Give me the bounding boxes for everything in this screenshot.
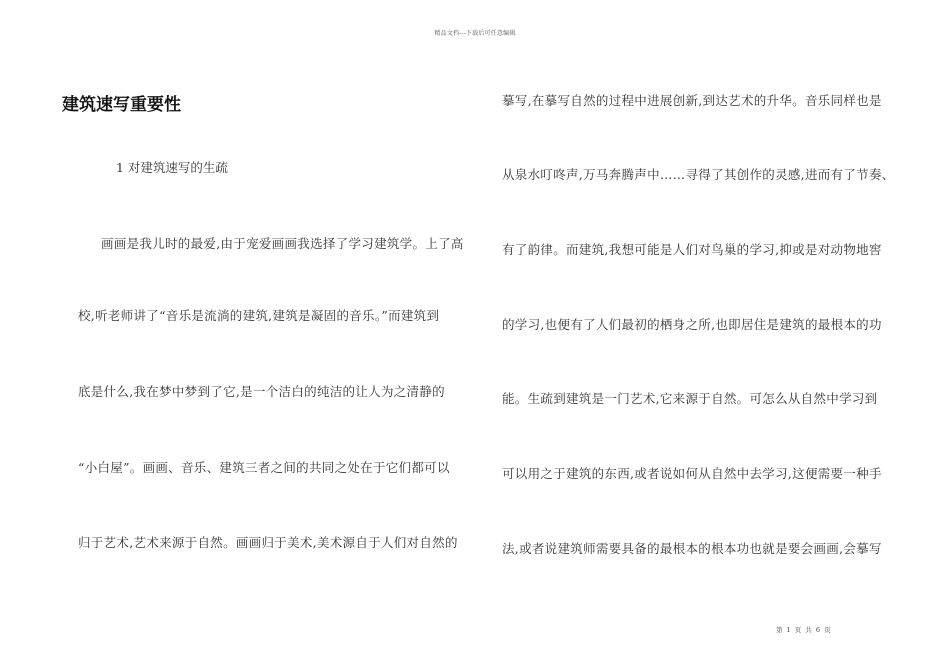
paragraph-line: 的学习,也便有了人们最初的栖身之所,也即居住是建筑的最根本的功 [502,317,882,332]
paragraph-line: 从泉水叮咚声,万马奔腾声中……寻得了其创作的灵感,进而有了节奏、 [502,167,895,182]
paragraph-line: 有了韵律。而建筑,我想可能是人们对鸟巢的学习,抑或是对动物地窖 [502,242,882,257]
paragraph-line: 画画是我儿时的最爱,由于宠爱画画我选择了学习建筑学。上了高 [101,236,464,251]
paragraph-line: 底是什么,我在梦中梦到了它,是一个洁白的纯洁的让人为之清静的 [78,384,445,399]
paragraph-line: “小白屋”。画画、音乐、建筑三者之间的共同之处在于它们都可以 [78,460,450,475]
paragraph-line: 可以用之于建筑的东西,或者说如何从自然中去学习,这便需要一种手 [502,466,882,481]
paragraph-line: 摹写,在摹写自然的过程中进展创新,到达艺术的升华。音乐同样也是 [502,93,882,108]
page-number: 第 1 页 共 6 页 [776,626,832,634]
page-header: 精品文档---下载后可任意编辑 [434,30,516,37]
document-title: 建筑速写重要性 [62,95,181,115]
paragraph-line: 能。生疏到建筑是一门艺术,它来源于自然。可怎么从自然中学习到 [502,391,878,406]
paragraph-line: 校,听老师讲了“音乐是流淌的建筑,建筑是凝固的音乐。”而建筑到 [78,308,440,323]
section-heading: 1 对建筑速写的生疏 [116,160,228,175]
paragraph-line: 归于艺术,艺术来源于自然。画画归于美术,美术源自于人们对自然的 [78,535,458,550]
paragraph-line: 法,或者说建筑师需要具备的最根本的根本功也就是要会画画,会摹写 [502,541,882,556]
